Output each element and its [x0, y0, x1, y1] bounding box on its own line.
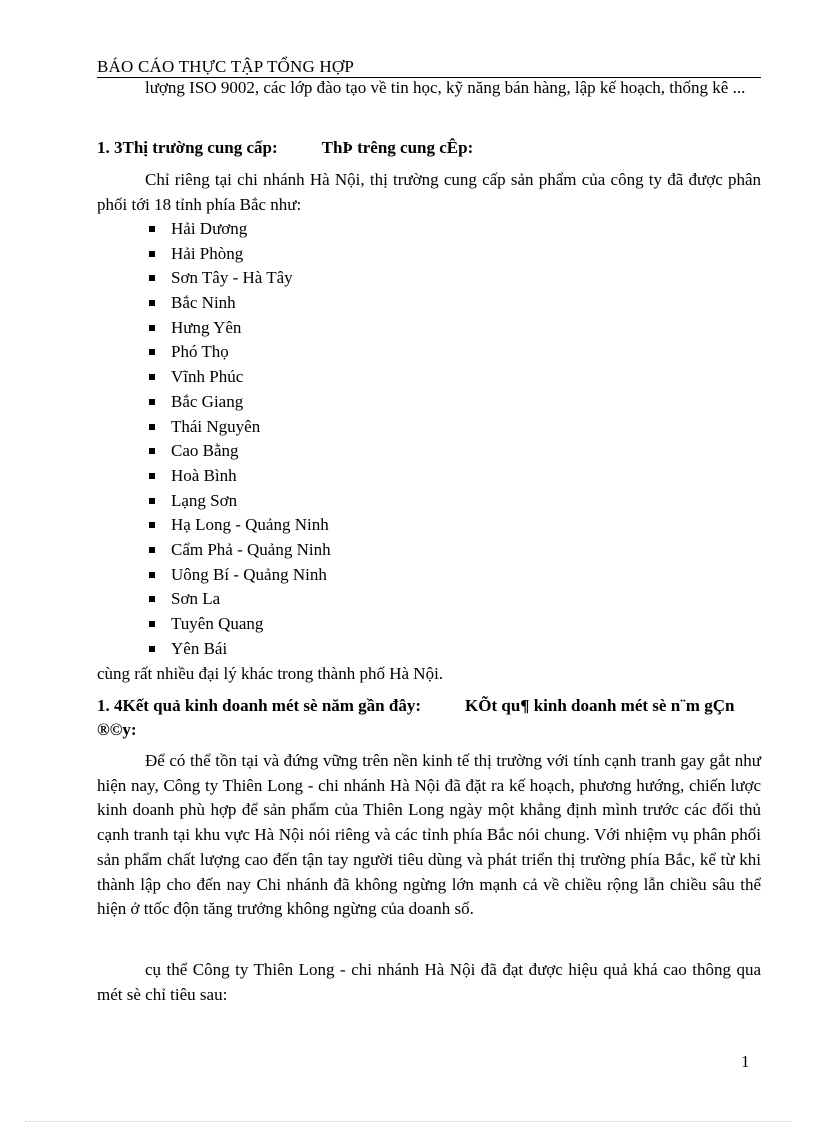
intro-paragraph: lượng ISO 9002, các lớp đào tạo về tin học, kỹ năng bán hàng, lập kế hoạch, thống kê ...	[145, 78, 746, 97]
list-item: Phó Thọ	[147, 340, 331, 365]
page-number: 1	[741, 1052, 750, 1071]
bullet-square-icon	[149, 448, 155, 454]
list-item: Vĩnh Phúc	[147, 365, 331, 390]
market-paragraph: Chỉ riêng tại chi nhánh Hà Nội, thị trường cung cấp sản phẩm của công ty đã được phân phối tới 18 tỉnh phía Bắc như:	[97, 170, 761, 214]
list-item: Yên Bái	[147, 637, 331, 662]
list-item: Uông Bí - Quảng Ninh	[147, 563, 331, 588]
section-heading-garbled: KÕt qu¶ kinh doanh mét sè n¨m gÇn ®©y:	[97, 696, 735, 739]
bullet-square-icon	[149, 226, 155, 232]
section-heading-garbled: ThÞ trêng cung cÊp:	[321, 138, 474, 157]
list-item: Thái Nguyên	[147, 415, 331, 440]
list-item: Sơn Tây - Hà Tây	[147, 266, 331, 291]
bullet-square-icon	[149, 572, 155, 578]
list-item: Cẩm Phả - Quảng Ninh	[147, 538, 331, 563]
bullet-square-icon	[149, 547, 155, 553]
bullet-square-icon	[149, 399, 155, 405]
bullet-square-icon	[149, 349, 155, 355]
bullet-square-icon	[149, 424, 155, 430]
closing-line: cùng rất nhiều đại lý khác trong thành phố Hà Nội.	[97, 664, 444, 683]
list-item: Hải Dương	[147, 217, 331, 242]
bullet-square-icon	[149, 325, 155, 331]
bullet-square-icon	[149, 596, 155, 602]
section-heading-1-4	[97, 694, 761, 742]
section-heading-text: 1. 4Kết quả kinh doanh mét sè năm gần đây:	[97, 696, 422, 715]
bullet-square-icon	[149, 522, 155, 528]
list-item: Bắc Giang	[147, 390, 331, 415]
bullet-square-icon	[149, 473, 155, 479]
document-header	[97, 57, 761, 78]
list-item: Hải Phòng	[147, 242, 331, 267]
bullet-square-icon	[149, 498, 155, 504]
list-item: Bắc Ninh	[147, 291, 331, 316]
list-item: Hạ Long - Quảng Ninh	[147, 513, 331, 538]
bullet-square-icon	[149, 646, 155, 652]
list-item: Lạng Sơn	[147, 489, 331, 514]
province-list	[147, 217, 331, 661]
list-item: Hoà Bình	[147, 464, 331, 489]
business-paragraph: Để có thể tồn tại và đứng vững trên nền kinh tế thị trường với tính cạnh tranh gay gắt như hiện nay, Công ty Thiên Long - chi nhánh Hà Nội đã đặt ra kế hoạch, phương hướng, chiến lược kinh doanh phù hợp để sản phẩm của Thiên Long ngày một khẳng định mình trước các đối thủ cạnh tranh tại khu vực Hà Nội nói riêng và các tỉnh phía Bắc nói chung. Với nhiệm vụ phân phối sản phẩm chất lượng cao đến tận tay người tiêu dùng và phát triển thị trường phía Bắc, kể từ khi thành lập cho đến nay Chi nhánh đã không ngừng lớn mạnh cả về chiều rộng lẫn chiều sâu thể hiện ở ttốc độn tăng trưởng không ngừng của doanh số.	[97, 751, 761, 919]
list-item: Hưng Yên	[147, 316, 331, 341]
section-heading-1-3	[97, 136, 761, 160]
indicators-paragraph: cụ thể Công ty Thiên Long - chi nhánh Hà Nội đã đạt được hiệu quả khá cao thông qua mét sè chỉ tiêu sau:	[97, 960, 761, 1004]
section-heading-text: 1. 3Thị trường cung cấp:	[97, 138, 278, 157]
report-title: BÁO CÁO THỰC TẬP TỔNG HỢP	[97, 57, 355, 76]
bullet-square-icon	[149, 621, 155, 627]
bullet-square-icon	[149, 300, 155, 306]
bullet-square-icon	[149, 251, 155, 257]
list-item: Cao Bằng	[147, 439, 331, 464]
page-bottom-divider	[25, 1121, 791, 1122]
list-item: Sơn La	[147, 587, 331, 612]
bullet-square-icon	[149, 275, 155, 281]
list-item: Tuyên Quang	[147, 612, 331, 637]
bullet-square-icon	[149, 374, 155, 380]
